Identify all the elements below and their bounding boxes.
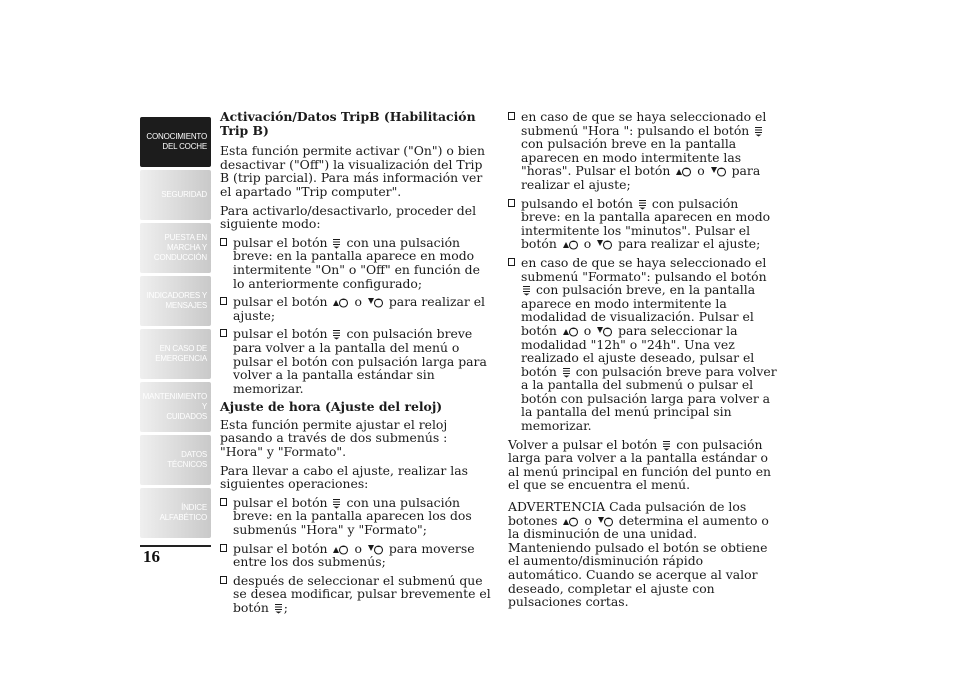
up-button-icon [562, 238, 579, 250]
checkbox-bullet-icon [508, 112, 515, 120]
checkbox-bullet-icon [220, 544, 227, 552]
down-button-icon [596, 238, 613, 250]
checkbox-bullet-icon [220, 498, 227, 506]
tab-en-caso-de-emergencia[interactable] [140, 329, 211, 379]
up-button-icon [675, 165, 692, 177]
tab-label: MANTENIMIENTO Y CUIDADOS [142, 392, 207, 421]
tab-label: ÍNDICE ALFABÉTICO [159, 503, 207, 522]
set-button-icon [332, 329, 341, 340]
up-button-icon [562, 515, 579, 527]
tab-label: SEGURIDAD [161, 190, 207, 199]
list-item: pulsar el botón con pulsación breve para volver a la pantalla del menú o pulsar el botón con pulsación larga para volver a la pantalla estándar sin memorizar. [220, 327, 492, 395]
paragraph: Esta función permite ajustar el reloj pasando a través de dos submenús : "Hora" y "Formato". [220, 416, 448, 460]
set-button-icon [274, 603, 283, 614]
tab-indice-alfabetico[interactable] [140, 488, 211, 538]
down-button-icon [367, 296, 384, 308]
up-button-icon [332, 543, 349, 555]
section-heading-trip-b: Activación/Datos TripB (Habilitación Trip B) [220, 109, 476, 138]
tab-indicadores-y-mensajes[interactable] [140, 276, 211, 326]
set-button-icon [332, 498, 341, 509]
paragraph: Para activarlo/desactivarlo, proceder del siguiente modo: [220, 202, 477, 232]
checkbox-bullet-icon [508, 258, 515, 266]
list-item: pulsar el botón o para realizar el ajuste; [220, 295, 492, 322]
down-button-icon [596, 325, 613, 337]
set-button-icon [562, 367, 571, 378]
paragraph: Volver a pulsar el botón con pulsación larga para volver a la pantalla estándar o al menú principal en función del punto en el que se encuentra el menú. [508, 436, 772, 493]
tab-datos-tecnicos[interactable] [140, 435, 211, 485]
checkbox-bullet-icon [220, 297, 227, 305]
set-button-icon [332, 238, 341, 249]
page-number: 16 [143, 547, 160, 566]
down-button-icon [367, 543, 384, 555]
left-column [220, 110, 492, 620]
checkbox-bullet-icon [220, 238, 227, 246]
list-item: en caso de que se haya seleccionado el submenú "Hora ": pulsando el botón con pulsación breve en la pantalla aparecen en modo intermitente las "horas". Pulsar el botón o para realizar el ajuste; [508, 110, 780, 192]
checkbox-bullet-icon [220, 329, 227, 337]
set-button-icon [662, 440, 671, 451]
tab-mantenimiento-y-cuidados[interactable] [140, 382, 211, 432]
list-item: pulsando el botón con pulsación breve: en la pantalla aparecen en modo intermitente los "minutos". Pulsar el botón o para realizar el ajuste; [508, 197, 780, 251]
list-item: pulsar el botón con una pulsación breve: en la pantalla aparecen los dos submenús "Hora" y "Formato"; [220, 496, 492, 537]
tab-puesta-en-marcha[interactable] [140, 223, 211, 273]
set-button-icon [754, 126, 763, 137]
list-item: después de seleccionar el submenú que se desea modificar, pulsar brevemente el botón ; [220, 574, 492, 615]
up-button-icon [562, 325, 579, 337]
tab-label: PUESTA EN MARCHA Y CONDUCCIÓN [153, 233, 207, 262]
tab-label: EN CASO DE EMERGENCIA [155, 344, 207, 363]
chapter-index-sidebar [140, 117, 211, 541]
right-column [508, 110, 780, 614]
down-button-icon [710, 165, 727, 177]
checkbox-bullet-icon [508, 199, 515, 207]
paragraph: Para llevar a cabo el ajuste, realizar las siguientes operaciones: [220, 462, 468, 492]
checkbox-bullet-icon [220, 576, 227, 584]
down-button-icon [597, 515, 614, 527]
tab-label: CONOCIMIENTO DEL COCHE [146, 132, 207, 151]
list-item: en caso de que se haya seleccionado el submenú "Formato": pulsando el botón con pulsación breve, en la pantalla aparece en modo intermitente la modalidad de visualización. Pulsar el botón o para seleccionar la modalidad "12h" o "24h". Una vez realizado el ajuste deseado, pulsar el botón con pulsación breve para volver a la pantalla del submenú o pulsar el botón con pulsación larga para volver a la pantalla del menú principal sin memorizar. [508, 256, 780, 433]
tab-seguridad[interactable] [140, 170, 211, 220]
list-item: pulsar el botón con una pulsación breve: en la pantalla aparece en modo intermitente "On" o "Off" en función de lo anteriormente configurado; [220, 236, 492, 290]
tab-label: INDICADORES Y MENSAJES [146, 291, 207, 310]
list-item: pulsar el botón o para moverse entre los dos submenús; [220, 542, 492, 569]
set-button-icon [522, 285, 531, 296]
tab-conocimiento-del-coche[interactable] [140, 117, 211, 167]
set-button-icon [638, 199, 647, 210]
up-button-icon [332, 296, 349, 308]
section-heading-clock: Ajuste de hora (Ajuste del reloj) [220, 399, 443, 415]
tab-label: DATOS TÉCNICOS [167, 450, 207, 469]
paragraph: Esta función permite activar ("On") o bien desactivar ("Off") la visualización del Trip B (trip parcial). Para más información ver el apartado "Trip computer". [220, 143, 485, 199]
warning-paragraph: ADVERTENCIA Cada pulsación de los botones o determina el aumento o la disminución de una unidad. Manteniendo pulsado el botón se obtiene el aumento/disminución rápido automático. Cuando se acerque al valor deseado, completar el ajuste con pulsaciones cortas. [508, 499, 769, 610]
